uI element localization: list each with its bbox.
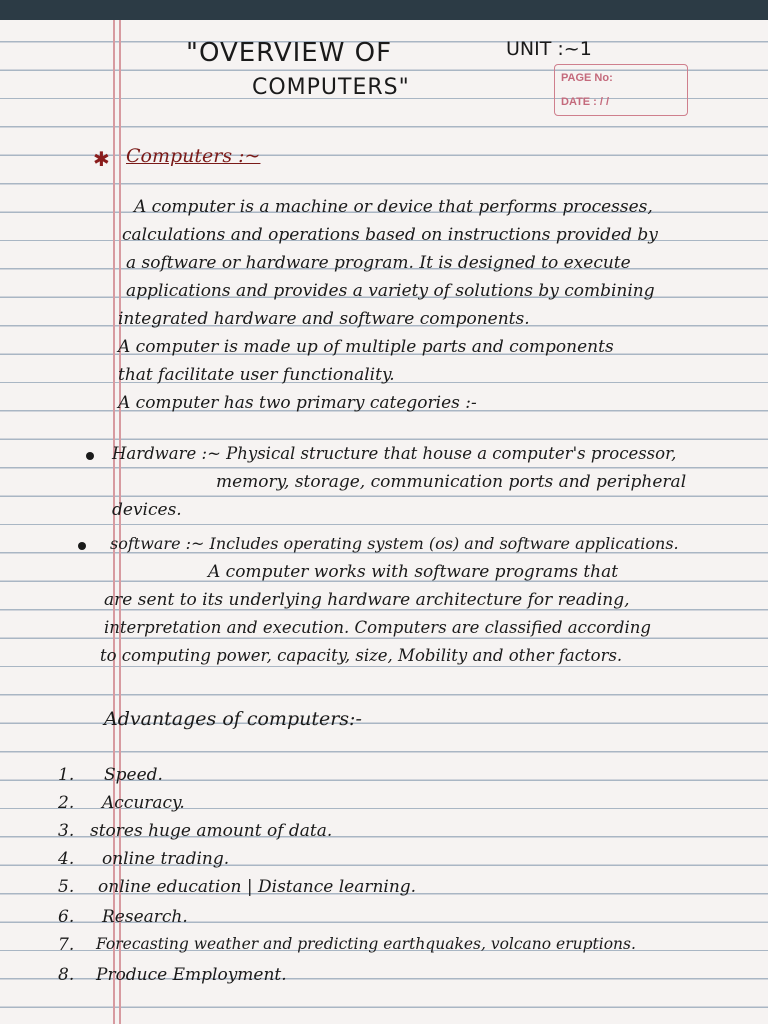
hardware-line: memory, storage, communication ports and peripheral — [216, 472, 687, 492]
intro-line: calculations and operations based on instructions provided by — [122, 225, 658, 245]
intro-line: applications and provides a variety of solutions by combining — [126, 281, 655, 301]
advantages-heading: Advantages of computers:- — [104, 708, 362, 730]
bullet-icon — [86, 452, 94, 460]
list-number: 4. — [58, 849, 75, 869]
notebook-page — [0, 20, 768, 1024]
bullet-icon — [78, 542, 86, 550]
software-line: software :~ Includes operating system (os) and software applications. — [110, 534, 679, 553]
page-number-label: PAGE No: — [561, 72, 613, 84]
intro-line: A computer is a machine or device that performs processes, — [134, 197, 653, 217]
page-date-stamp — [554, 64, 688, 116]
list-number: 7. — [58, 935, 75, 955]
hardware-line: Hardware :~ Physical structure that house a computer's processor, — [112, 444, 677, 463]
software-line: A computer works with software programs that — [208, 562, 619, 582]
advantage-item: Produce Employment. — [96, 965, 287, 985]
software-line: to computing power, capacity, size, Mobility and other factors. — [100, 646, 623, 665]
list-number: 3. — [58, 821, 75, 841]
hardware-line: devices. — [112, 500, 182, 520]
margin-line-right — [119, 20, 121, 1024]
advantage-item: Accuracy. — [102, 793, 185, 813]
title-line-1: "OVERVIEW OF — [186, 38, 393, 68]
intro-line: that facilitate user functionality. — [118, 365, 395, 385]
advantage-item: Speed. — [104, 765, 163, 785]
list-number: 1. — [58, 765, 75, 785]
list-number: 2. — [58, 793, 75, 813]
list-number: 5. — [58, 877, 75, 897]
star-icon: ✱ — [93, 147, 110, 171]
advantage-item: Forecasting weather and predicting earthquakes, volcano eruptions. — [96, 935, 636, 953]
margin-line-left — [113, 20, 115, 1024]
intro-line: A computer has two primary categories :- — [118, 393, 477, 413]
advantage-item: stores huge amount of data. — [90, 821, 333, 841]
list-number: 6. — [58, 907, 75, 927]
list-number: 8. — [58, 965, 75, 985]
advantage-item: online trading. — [102, 849, 230, 869]
software-line: are sent to its underlying hardware architecture for reading, — [104, 590, 630, 610]
unit-label: UNIT :~1 — [506, 38, 592, 60]
intro-line: A computer is made up of multiple parts and components — [118, 337, 614, 357]
advantage-item: online education | Distance learning. — [98, 877, 417, 897]
intro-line: a software or hardware program. It is designed to execute — [126, 253, 631, 273]
title-line-2: COMPUTERS" — [252, 75, 410, 100]
software-line: interpretation and execution. Computers are classified according — [104, 618, 651, 637]
section-heading: Computers :~ — [126, 145, 261, 167]
advantage-item: Research. — [102, 907, 188, 927]
intro-line: integrated hardware and software components. — [118, 309, 530, 329]
date-label: DATE : / / — [561, 96, 610, 108]
